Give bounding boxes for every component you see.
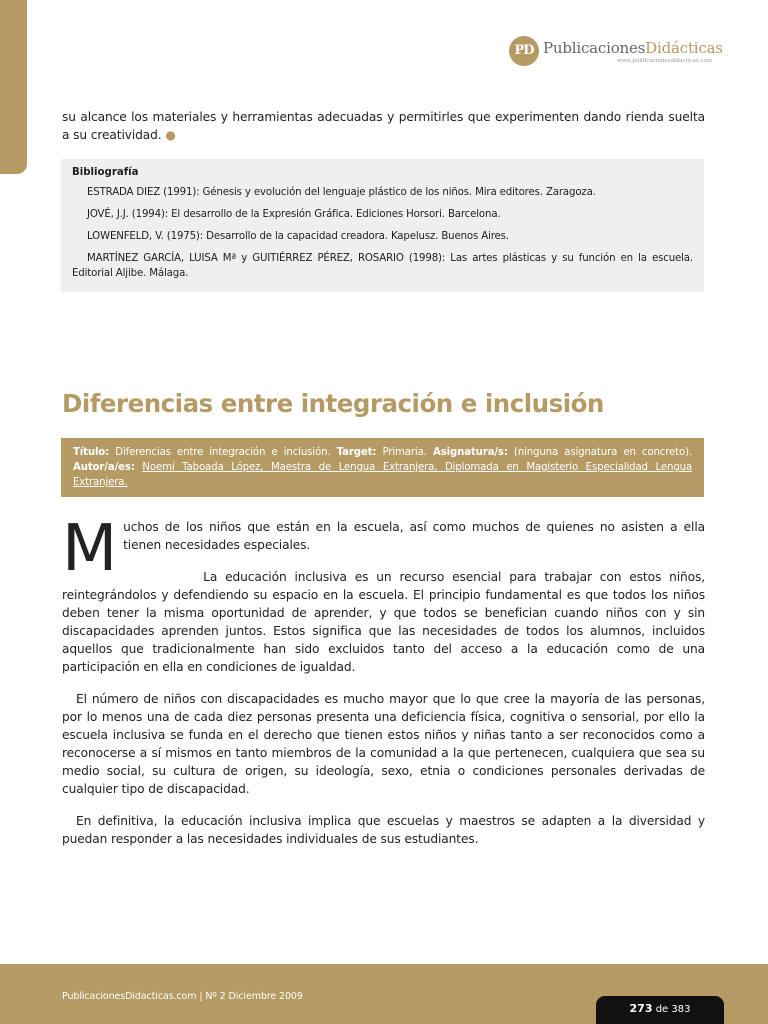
page-current: 273 <box>629 1002 653 1015</box>
drop-cap: M <box>62 512 118 586</box>
publication-logo[interactable] <box>509 36 734 68</box>
bibliography-title: Bibliografía <box>72 167 139 178</box>
page-footer <box>0 964 768 1024</box>
article-body <box>62 512 705 848</box>
meta-autor-label: Autor/a/es: <box>73 462 135 473</box>
bibliography-entry: JOVÉ, J.J. (1994): El desarrollo de la Expresión Gráfica. Ediciones Horsori. Barcelona. <box>87 209 501 220</box>
meta-target-label: Target: <box>336 447 377 458</box>
intro-paragraph <box>62 109 705 144</box>
paragraph-1-text: uchos de los niños que están en la escuela, así como muchos de quienes no asisten a ella tienen necesidades especiales. <box>123 520 705 552</box>
article-title: Diferencias entre integración e inclusión <box>62 389 604 418</box>
paragraph-2: La educación inclusiva es un recurso esencial para trabajar con estos niños, reintegrándolos y defendiendo su espacio en la escuela. El principio fundamental es que todos los niños deben tener la misma oportunidad de aprender, y que todos se benefician cuando niños con y sin discapacidades aprenden juntos. Estos significa que las necesidades de todos los alumnos, incluidos aquellos que tradicionalmente han sido excluidos tanto del acceso a la educación como de una participación en ella en condiciones de igualdad. <box>62 570 705 674</box>
logo-name <box>543 39 723 57</box>
bibliography-entry: MARTÍNEZ GARCÍA, LUISA Mª y GUITIÉRREZ PÉREZ, ROSARIO (1998): Las artes plásticas y su función en la escuela. Editorial Aljibe. Málaga. <box>72 253 693 279</box>
meta-titulo-label: Título: <box>73 447 110 458</box>
meta-asignatura-value: (ninguna asignatura en concreto). <box>513 447 692 458</box>
meta-target-value: Primaria. <box>382 447 427 458</box>
page-number-box <box>596 996 724 1024</box>
article-metadata-box <box>61 438 704 497</box>
bibliography-entry: LOWENFELD, V. (1975): Desarrollo de la capacidad creadora. Kapelusz. Buenos Aires. <box>87 231 509 242</box>
page-total: de 383 <box>655 1004 691 1015</box>
logo-name-part1: Publicaciones <box>543 39 646 57</box>
logo-mark-icon: PD <box>509 36 539 66</box>
paragraph-1 <box>62 512 705 586</box>
meta-titulo-value: Diferencias entre integración e inclusión. <box>115 447 331 458</box>
intro-text: su alcance los materiales y herramientas adecuadas y permitirles que experimenten dando rienda suelta a su creatividad. <box>62 110 705 142</box>
bibliography-box <box>61 159 704 292</box>
end-mark-icon: ● <box>165 127 176 142</box>
paragraph-3: El número de niños con discapacidades es mucho mayor que lo que cree la mayoría de las personas, por lo menos una de cada diez personas presenta una deficiencia física, cognitiva o sensorial, por ello la escuela inclusiva se funda en el derecho que tienen estos niños y niñas tanto a ser reconocidos como a reconocerse a sí mismos en tanto miembros de la comunidad a la que pertenecen, cualquiera que sea su medio social, su cultura de origen, su ideología, sexo, etnia o condiciones personales derivadas de cualquier tipo de discapacidad. <box>62 692 705 796</box>
side-tab-decoration <box>0 0 27 174</box>
meta-autor-value: Noemí Taboada López, Maestra de Lengua Extranjera, Diplomada en Magisterio Especialidad Lengua Extranjera. <box>73 462 693 488</box>
meta-asignatura-label: Asignatura/s: <box>432 447 508 458</box>
footer-publication: PublicacionesDidacticas.com | Nº 2 Diciembre 2009 <box>62 991 303 1002</box>
logo-name-part2: Didácticas <box>645 39 723 57</box>
logo-url: www.publicacionesdidacticas.com <box>617 58 713 64</box>
bibliography-entry: ESTRADA DIEZ (1991): Génesis y evolución del lenguaje plástico de los niños. Mira editores. Zaragoza. <box>87 187 596 198</box>
paragraph-4: En definitiva, la educación inclusiva implica que escuelas y maestros se adapten a la diversidad y puedan responder a las necesidades individuales de sus estudiantes. <box>62 814 705 846</box>
